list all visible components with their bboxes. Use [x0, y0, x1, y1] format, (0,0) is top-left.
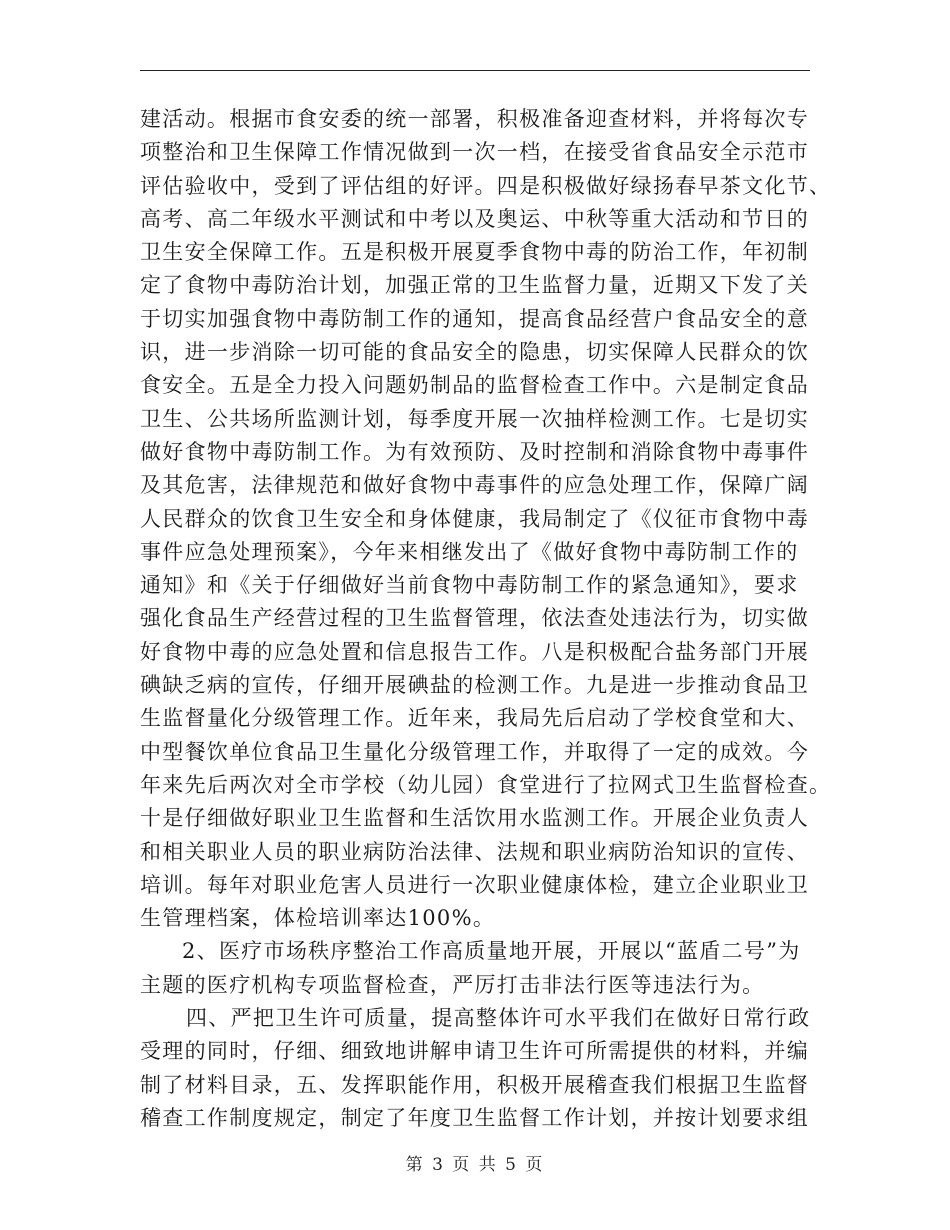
paragraph-line: 事件应急处理预案》，今年来相继发出了《做好食物中毒防制工作的: [140, 539, 799, 564]
paragraph-line: 和相关职业人员的职业病防治法律、法规和职业病防治知识的宣传、: [140, 839, 809, 864]
paragraph-line: 人民群众的饮食卫生安全和身体健康，我局制定了《仪征市食物中毒: [140, 506, 809, 531]
paragraph-line: 好食物中毒的应急处置和信息报告工作。八是积极配合盐务部门开展: [140, 639, 809, 664]
paragraph-line: 通知》和《关于仔细做好当前食物中毒防制工作的紧急通知》，要求: [140, 573, 799, 598]
paragraph-line: 及其危害，法律规范和做好食物中毒事件的应急处理工作，保障广阔: [140, 473, 809, 498]
paragraph-line: 2、医疗市场秩序整治工作高质量地开展，开展以“蓝盾二号”为: [182, 939, 801, 964]
paragraph-line: 培训。每年对职业危害人员进行一次职业健康体检，建立企业职业卫: [140, 872, 809, 897]
paragraph-line: 食安全。五是全力投入问题奶制品的监督检查工作中。六是制定食品: [140, 373, 809, 398]
paragraph-line: 主题的医疗机构专项监督检查，严厉打击非法行医等违法行为。: [140, 972, 765, 997]
page-number-footer: 第 3 页 共 5 页: [405, 1155, 545, 1175]
paragraph-line: 制了材料目录，五、发挥职能作用，积极开展稽查我们根据卫生监督: [140, 1072, 809, 1097]
paragraph-line: 建活动。根据市食安委的统一部署，积极准备迎查材料，并将每次专: [140, 107, 809, 131]
header-rule: [140, 70, 810, 71]
paragraph-line: 定了食物中毒防治计划，加强正常的卫生监督力量，近期又下发了关: [140, 273, 809, 298]
paragraph-line: 四、严把卫生许可质量，提高整体许可水平我们在做好日常行政: [186, 1006, 811, 1031]
paragraph-line: 于切实加强食物中毒防制工作的通知，提高食品经营户食品安全的意: [140, 306, 809, 331]
paragraph-line: 卫生、公共场所监测计划，每季度开展一次抽样检测工作。七是切实: [140, 406, 809, 431]
paragraph-line: 受理的同时，仔细、细致地讲解申请卫生许可所需提供的材料，并编: [140, 1039, 809, 1064]
paragraph-line: 做好食物中毒防制工作。为有效预防、及时控制和消除食物中毒事件: [140, 439, 809, 464]
paragraph-line: 生监督量化分级管理工作。近年来，我局先后启动了学校食堂和大、: [140, 706, 809, 731]
paragraph-line: 稽查工作制度规定，制定了年度卫生监督工作计划，并按计划要求组: [140, 1105, 809, 1130]
paragraph-line: 项整治和卫生保障工作情况做到一次一档，在接受省食品安全示范市: [140, 140, 809, 165]
paragraph-line: 生管理档案，体检培训率达100%。: [140, 906, 496, 931]
paragraph-line: 碘缺乏病的宣传，仔细开展碘盐的检测工作。九是进一步推动食品卫: [140, 673, 809, 698]
paragraph-line: 识，进一步消除一切可能的食品安全的隐患，切实保障人民群众的饮: [140, 340, 809, 365]
paragraph-line: 中型餐饮单位食品卫生量化分级管理工作，并取得了一定的成效。今: [140, 739, 809, 764]
paragraph-line: 高考、高二年级水平测试和中考以及奥运、中秋等重大活动和节日的: [140, 206, 809, 231]
paragraph-line: 年来先后两次对全市学校（幼儿园）食堂进行了拉网式卫生监督检查。: [140, 772, 832, 797]
paragraph-line: 十是仔细做好职业卫生监督和生活饮用水监测工作。开展企业负责人: [140, 806, 809, 831]
paragraph-line: 评估验收中，受到了评估组的好评。四是积极做好绿扬春早茶文化节、: [140, 173, 832, 198]
paragraph-line: 卫生安全保障工作。五是积极开展夏季食物中毒的防治工作，年初制: [140, 240, 809, 265]
paragraph-line: 强化食品生产经营过程的卫生监督管理，依法查处违法行为，切实做: [140, 606, 809, 631]
document-body: [140, 103, 832, 1135]
